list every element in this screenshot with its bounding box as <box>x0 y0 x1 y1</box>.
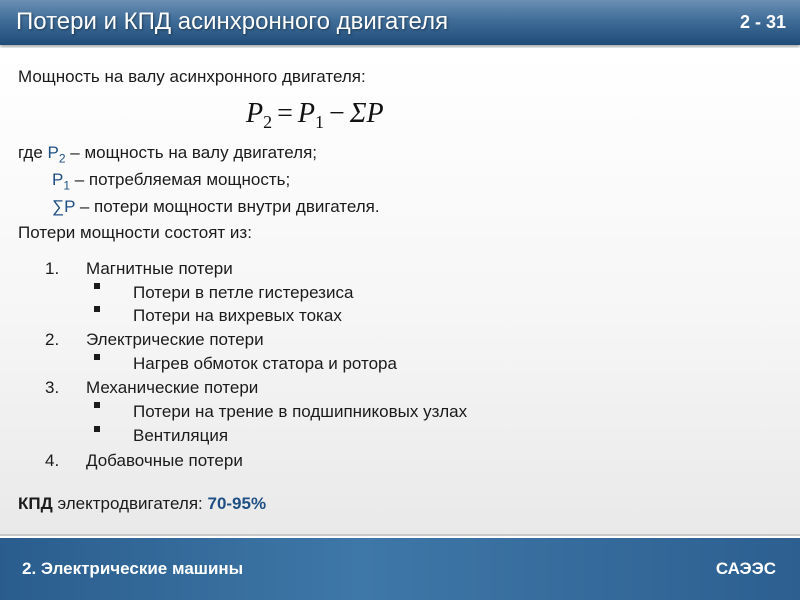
losses-intro: Потери мощности состоят из: <box>18 223 252 242</box>
definition-p2: где $P_2$ – мощность на валу двигателя; <box>18 143 318 166</box>
list-number: 1. <box>45 259 60 278</box>
list-item: Нагрев обмоток статора и ротора <box>133 354 397 373</box>
slide-title: Потери и КПД асинхронного двигателя <box>16 8 449 35</box>
list-item: Потери в петле гистерезиса <box>133 283 354 302</box>
formula-p1: $P_1$ <box>297 98 325 132</box>
loss-electrical: Электрические потери <box>86 330 264 349</box>
slide-header <box>0 0 800 45</box>
list-number: 4. <box>45 451 60 470</box>
formula-equals: = <box>277 98 293 129</box>
symbol-p1: $P_1$ <box>52 170 71 193</box>
formula-p2: $P_2$ <box>246 98 273 132</box>
list-item: Вентиляция <box>133 426 229 445</box>
bullet-marker <box>94 306 100 312</box>
loss-magnetic: Магнитные потери <box>86 259 233 278</box>
bullet-marker <box>94 354 100 360</box>
efficiency-label: КПД <box>18 494 53 513</box>
loss-additional: Добавочные потери <box>86 451 243 470</box>
list-item: Потери на трение в подшипниковых узлах <box>133 402 468 421</box>
efficiency-line: КПД электродвигателя: 70-95% <box>18 494 267 513</box>
symbol-sum: ∑P <box>52 197 76 216</box>
slide-content <box>0 48 800 536</box>
footer-section-title: 2. Электрические машины <box>22 559 244 578</box>
slide-number: 2 - 31 <box>739 12 786 32</box>
definition-sum: ∑P – потери мощности внутри двигателя. <box>52 197 380 216</box>
footer-org: САЭЭС <box>715 559 776 578</box>
list-number: 2. <box>45 330 60 349</box>
list-item: Потери на вихревых токах <box>133 306 342 325</box>
formula-sum: ΣP <box>349 98 384 129</box>
bullet-marker <box>94 426 100 432</box>
list-number: 3. <box>45 378 60 397</box>
symbol-p2: $P_2$ <box>47 143 66 166</box>
intro-text: Мощность на валу асинхронного двигателя: <box>18 67 366 86</box>
definition-p1: $P_1$ – потребляемая мощность; <box>52 170 291 193</box>
power-formula <box>246 98 384 133</box>
loss-mechanical: Механические потери <box>86 378 259 397</box>
bullet-marker <box>94 283 100 289</box>
efficiency-value: 70-95% <box>207 494 267 513</box>
slide-footer <box>0 538 800 600</box>
formula-minus: − <box>329 98 345 129</box>
bullet-marker <box>94 402 100 408</box>
